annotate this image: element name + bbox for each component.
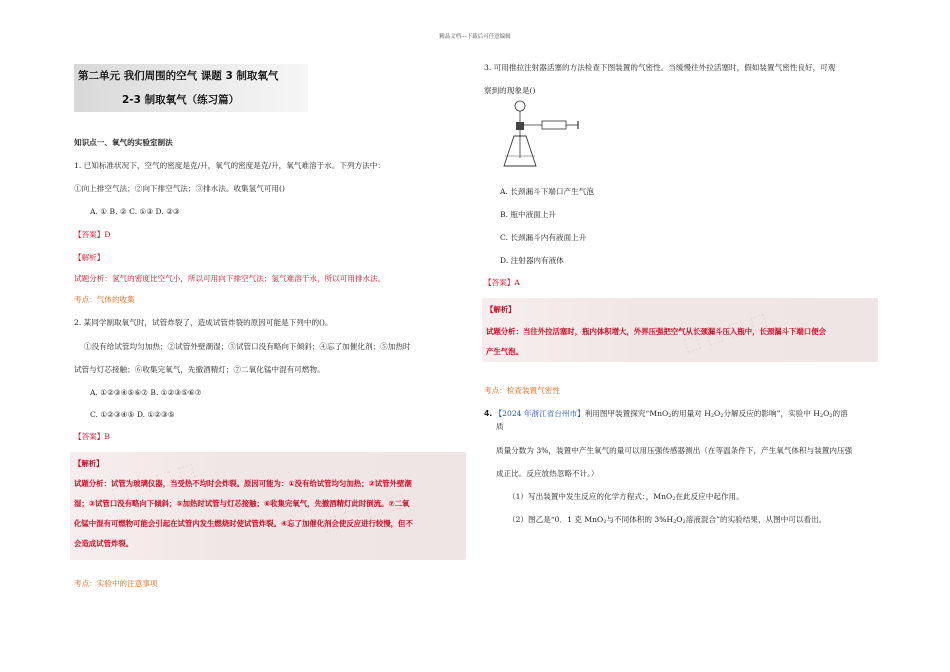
q1-answer: 【答案】D (74, 230, 111, 239)
q2-kaodian: 考点：实验中的注意事项 (74, 579, 158, 588)
q4-sub2-text: O (676, 515, 683, 524)
q4-sub2-text: （2）图乙是“0．1 克 MnO (508, 515, 604, 524)
q1-analysis: 试题分析：氢气的密度比空气小，所以可用向下排空气法；氢气难溶于水，所以可用排水法。 (74, 274, 386, 283)
q2-analysis-label: 【解析】 (74, 459, 104, 468)
q4-stem-2: 质 (496, 422, 504, 431)
q4-stem-text: O (714, 409, 721, 418)
unit-title-line1: 第二单元 我们周围的空气 课题 3 制取氧气 (78, 70, 279, 82)
q4-number: 4. (484, 409, 493, 418)
q3-stem-2: 察到的现象是() (484, 86, 536, 95)
q4-sub2-sub: 2 (682, 519, 686, 525)
q4-sub2-text: 溶液混合”的实验结果，从图中可以看出。 (685, 515, 827, 524)
q4-sub1 (508, 491, 744, 505)
page-header: 精品文档---下载后可任意编辑 (439, 34, 511, 40)
q2-stem-3: 试管与灯芯接触；⑥收集完氧气，先撤酒精灯；⑦二氧化锰中混有可燃物。 (74, 365, 325, 374)
q1-kaodian: 考点：气体的收集 (74, 295, 135, 304)
q2-analysis-line: 化锰中混有可燃物可能会引起在试管内发生燃烧时使试管炸裂。④忘了加催化剂会使反应进行较慢，但不 (74, 519, 413, 528)
q4-sub2-sub: 2 (673, 519, 677, 525)
q4-stem-text: O (823, 409, 830, 418)
q4-sub2 (508, 514, 826, 528)
q4-stem-text: 的溶 (832, 409, 848, 418)
q3-option-c: C. 长颈漏斗内有液面上升 (500, 233, 587, 242)
q4-stem-text: 的用量对 H (671, 409, 711, 418)
q4-stem-text: 利用图甲装置探究“MnO (584, 409, 669, 418)
q4-stem (484, 408, 848, 422)
q4-stem-4: 成正比。反应放热忽略不计。） (496, 469, 599, 478)
watermark-stamp: ⬚ ⬚ ⬚ ⬚ (108, 459, 198, 506)
q2-answer: 【答案】B (74, 432, 110, 441)
q4-sub1-sub: 2 (672, 496, 676, 502)
q2-options-1: A. ①②③④⑤⑥⑦ B. ①②③⑤⑥⑦ (90, 388, 202, 397)
q3-analysis-line: 试题分析：当往外拉活塞时，瓶内体积增大，外界压强把空气从长颈漏斗压入瓶中，长颈漏斗下端口便会 (486, 327, 826, 336)
q2-analysis-line: 湿；③试管口没有略向下倾斜；⑤加热时试管与灯芯接触；⑥收集完氧气，先撤酒精灯此时倒流。⑦二氧 (74, 499, 410, 508)
q2-stem-2: ①没有给试管均匀加热；②试管外壁潮湿；③试管口没有略向下倾斜；④忘了加催化剂；⑤加热时 (84, 342, 411, 351)
section-heading: 知识点一、氧气的实验室制法 (74, 138, 173, 147)
q4-stem-sub: 2 (668, 413, 672, 419)
q4-stem-sub: 2 (720, 413, 724, 419)
q3-option-b: B. 瓶中液面上升 (500, 210, 556, 219)
q3-analysis-line: 产生气泡。 (486, 347, 523, 356)
q4-sub2-sub: 2 (603, 519, 607, 525)
right-column-lower (484, 0, 884, 672)
q3-analysis-label: 【解析】 (486, 305, 516, 314)
q2-analysis-line: 试题分析：试管为玻璃仪器，当受热不均时会炸裂。原因可能为：①没有给试管均匀加热；②试管外壁潮 (74, 479, 412, 488)
q4-source: 【2024 年浙江省台州市】 (494, 409, 585, 418)
q4-stem-sub: 2 (819, 413, 824, 419)
q2-analysis-line: 会造成试管炸裂。 (74, 539, 134, 548)
q4-stem-text: 分解反应的影响”，实验中 H (723, 409, 820, 418)
q3-option-d: D. 注射器内有液体 (500, 256, 564, 265)
left-column-footer (74, 0, 474, 672)
q4-stem-3: 质量分数为 3%，装置中产生氧气的量可以用压强传感器测出（在等温条件下，产生氧气体积与装置内压强 (496, 446, 853, 455)
watermark-stamp: ⬚ ⬚ ⬚ ⬚ (680, 309, 770, 356)
q1-stem-2: ①向上排空气法；②向下排空气法；③排水法。收集氢气可用() (74, 184, 285, 193)
q1-options: A. ① B. ② C. ①③ D. ②③ (90, 207, 180, 216)
q4-stem-sub: 2 (710, 413, 715, 419)
q3-kaodian: 考点：检查装置气密性 (484, 386, 560, 395)
q1-stem: 1. 已知标准状况下，空气的密度是克/升，氧气的密度是克/升，氧气难溶于水。下列方法中： (74, 161, 385, 170)
q4-sub2-text: 与不同体积的 3%H (606, 515, 674, 524)
watermark-stamp: ⬚ ⬚ ⬚ ⬚ (318, 489, 408, 536)
unit-title-line2: 2-3 制取氧气（练习篇） (122, 94, 240, 106)
q3-answer: 【答案】A (484, 278, 520, 287)
q2-options-2: C. ①②③④⑤ D. ①②③⑤ (90, 410, 175, 419)
q4-sub1-text: （1）写出装置中发生反应的化学方程式：，MnO (508, 492, 673, 501)
q3-stem: 3. 可用推拉注射器活塞的方法检查下图装置的气密性。当缓慢往外拉活塞时，假如装置气密性良好，可观 (484, 63, 836, 72)
q1-analysis-label: 【解析】 (74, 253, 105, 262)
q4-stem-sub: 2 (829, 413, 833, 419)
q2-stem: 2. 某同学制取氧气时，试管炸裂了，造成试管炸裂的原因可能是下列中的()。 (74, 318, 333, 327)
q3-option-a: A. 长颈漏斗下端口产生气泡 (500, 187, 594, 196)
q4-sub1-text: 在此反应中起作用。 (675, 492, 744, 501)
